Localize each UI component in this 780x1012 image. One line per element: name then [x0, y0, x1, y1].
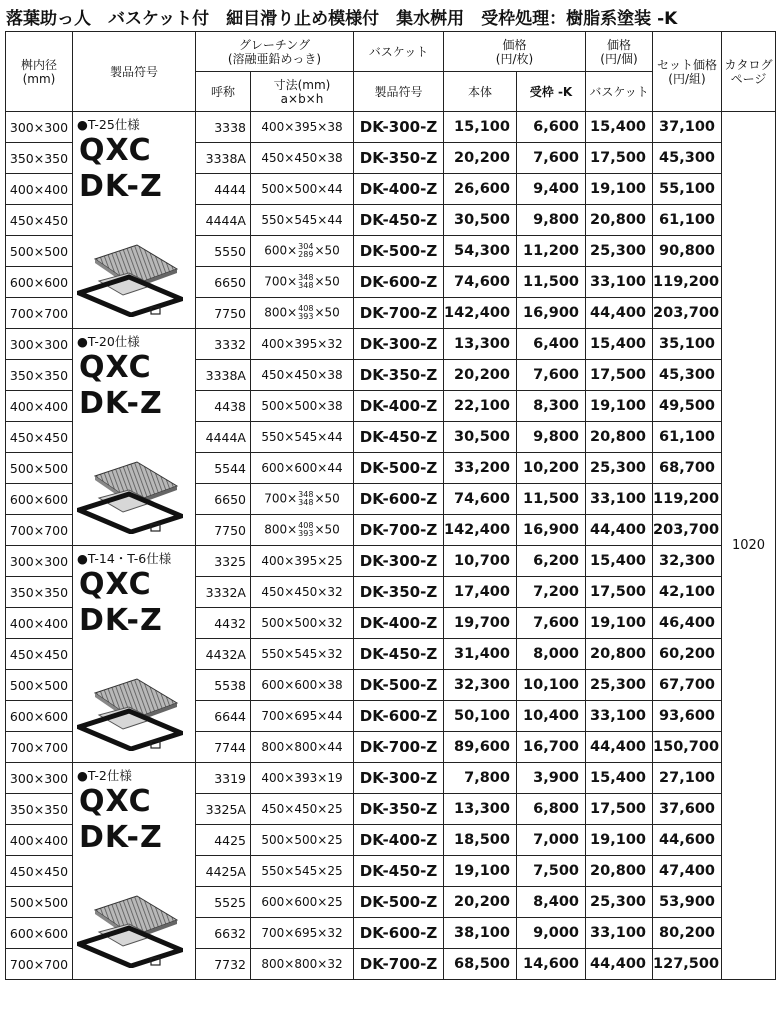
cell-frame-price: 6,600 [517, 112, 586, 143]
cell-body-price: 142,400 [444, 298, 517, 329]
brand-line-1: QXC [79, 567, 152, 602]
cell-body-price: 74,600 [444, 484, 517, 515]
page-title: 落葉助っ人 バスケット付 細目滑り止め模様付 集水桝用 受枠処理：樹脂系塗装 -K [6, 9, 678, 29]
cell-set-price: 45,300 [653, 360, 722, 391]
cell-call-name: 5544 [196, 453, 251, 484]
cell-frame-price: 7,600 [517, 608, 586, 639]
cell-body-price: 30,500 [444, 205, 517, 236]
cell-size: 600×600 [6, 484, 73, 515]
brand-line-1: QXC [79, 784, 152, 819]
cell-set-price: 45,300 [653, 143, 722, 174]
header-catalog: カタログ ページ [722, 32, 776, 112]
cell-call-name: 7750 [196, 298, 251, 329]
cell-basket-code: DK-700-Z [354, 515, 444, 546]
cell-call-name: 3338A [196, 143, 251, 174]
cell-set-price: 67,700 [653, 670, 722, 701]
cell-set-price: 44,600 [653, 825, 722, 856]
cell-call-name: 7732 [196, 949, 251, 980]
header-dimension: 寸法(mm) a×b×h [251, 72, 354, 112]
dim-top: 408 [298, 521, 314, 530]
cell-basket-code: DK-300-Z [354, 112, 444, 143]
cell-size: 400×400 [6, 174, 73, 205]
cell-basket-code: DK-400-Z [354, 174, 444, 205]
cell-body-price: 13,300 [444, 329, 517, 360]
cell-basket-price: 44,400 [586, 732, 653, 763]
dim-prefix: 800× [264, 522, 298, 537]
cell-basket-price: 33,100 [586, 484, 653, 515]
cell-size: 300×300 [6, 112, 73, 143]
cell-size: 700×700 [6, 949, 73, 980]
cell-dimension: 600×600×38 [251, 670, 354, 701]
dim-fraction [298, 274, 313, 290]
cell-basket-code: DK-500-Z [354, 453, 444, 484]
table-row [6, 329, 776, 360]
spec-label: ●T-20仕様 [77, 334, 140, 349]
cell-set-price: 150,700 [653, 732, 722, 763]
cell-size: 300×300 [6, 763, 73, 794]
cell-basket-code: DK-450-Z [354, 205, 444, 236]
cell-call-name: 3319 [196, 763, 251, 794]
cell-body-price: 26,600 [444, 174, 517, 205]
header-price-each: 価格 (円/個) [586, 32, 653, 72]
cell-basket-price: 20,800 [586, 856, 653, 887]
cell-frame-price: 10,100 [517, 670, 586, 701]
dim-top: 348 [298, 490, 314, 499]
cell-set-price: 46,400 [653, 608, 722, 639]
cell-dimension: 600×600×44 [251, 453, 354, 484]
cell-basket-code: DK-350-Z [354, 794, 444, 825]
cell-set-price: 35,100 [653, 329, 722, 360]
cell-call-name: 6650 [196, 267, 251, 298]
cell-basket-price: 19,100 [586, 391, 653, 422]
cell-dimension: 800×800×44 [251, 732, 354, 763]
cell-dimension [251, 236, 354, 267]
cell-size: 450×450 [6, 205, 73, 236]
cell-call-name: 4444A [196, 422, 251, 453]
cell-dimension: 600×600×25 [251, 887, 354, 918]
dim-prefix: 600× [264, 243, 298, 258]
cell-dimension: 450×450×38 [251, 143, 354, 174]
cell-basket-price: 20,800 [586, 639, 653, 670]
cell-basket-code: DK-300-Z [354, 546, 444, 577]
cell-call-name: 6644 [196, 701, 251, 732]
brand-line-1: QXC [79, 133, 152, 168]
cell-set-price: 42,100 [653, 577, 722, 608]
cell-basket-price: 17,500 [586, 794, 653, 825]
cell-size: 400×400 [6, 391, 73, 422]
cell-basket-price: 44,400 [586, 515, 653, 546]
cell-size: 700×700 [6, 298, 73, 329]
cell-basket-price: 44,400 [586, 298, 653, 329]
product-code-cell [73, 329, 196, 546]
brand-line-2: DK-Z [79, 603, 163, 638]
cell-frame-price: 7,500 [517, 856, 586, 887]
cell-frame-price: 3,900 [517, 763, 586, 794]
header-basket-price: バスケット [586, 72, 653, 112]
cell-basket-price: 17,500 [586, 143, 653, 174]
cell-call-name: 4444A [196, 205, 251, 236]
cell-dimension: 550×545×44 [251, 422, 354, 453]
cell-basket-code: DK-600-Z [354, 918, 444, 949]
cell-dimension: 500×500×44 [251, 174, 354, 205]
cell-basket-code: DK-700-Z [354, 732, 444, 763]
cell-frame-price: 11,200 [517, 236, 586, 267]
cell-basket-code: DK-300-Z [354, 329, 444, 360]
cell-call-name: 7744 [196, 732, 251, 763]
cell-body-price: 20,200 [444, 887, 517, 918]
cell-frame-price: 7,000 [517, 825, 586, 856]
spec-label: ●T-2仕様 [77, 768, 132, 783]
cell-frame-price: 9,800 [517, 422, 586, 453]
cell-basket-code: DK-300-Z [354, 763, 444, 794]
cell-basket-price: 20,800 [586, 422, 653, 453]
cell-dimension [251, 515, 354, 546]
cell-basket-price: 19,100 [586, 608, 653, 639]
dim-bottom: 348 [298, 281, 314, 290]
cell-dimension: 500×500×25 [251, 825, 354, 856]
cell-body-price: 32,300 [444, 670, 517, 701]
cell-set-price: 203,700 [653, 515, 722, 546]
dim-fraction [298, 491, 313, 507]
dim-fraction [298, 305, 313, 321]
cell-set-price: 203,700 [653, 298, 722, 329]
cell-body-price: 19,100 [444, 856, 517, 887]
cell-body-price: 142,400 [444, 515, 517, 546]
cell-frame-price: 8,400 [517, 887, 586, 918]
cell-body-price: 17,400 [444, 577, 517, 608]
cell-set-price: 90,800 [653, 236, 722, 267]
cell-basket-price: 44,400 [586, 949, 653, 980]
cell-basket-code: DK-450-Z [354, 422, 444, 453]
cell-body-price: 74,600 [444, 267, 517, 298]
header-basket-code: 製品符号 [354, 72, 444, 112]
cell-body-price: 33,200 [444, 453, 517, 484]
cell-basket-price: 20,800 [586, 205, 653, 236]
header-body: 本体 [444, 72, 517, 112]
dim-suffix: ×50 [314, 305, 340, 320]
grating-product-image [77, 446, 183, 537]
dim-suffix: ×50 [314, 274, 340, 289]
cell-size: 450×450 [6, 422, 73, 453]
cell-set-price: 55,100 [653, 174, 722, 205]
cell-basket-code: DK-450-Z [354, 639, 444, 670]
cell-body-price: 50,100 [444, 701, 517, 732]
cell-basket-code: DK-700-Z [354, 949, 444, 980]
cell-frame-price: 9,400 [517, 174, 586, 205]
cell-size: 400×400 [6, 608, 73, 639]
dim-suffix: ×50 [314, 243, 340, 258]
cell-call-name: 4438 [196, 391, 251, 422]
header-product-code: 製品符号 [73, 32, 196, 112]
dim-suffix: ×50 [314, 491, 340, 506]
dim-prefix: 800× [264, 305, 298, 320]
cell-set-price: 37,100 [653, 112, 722, 143]
cell-frame-price: 6,400 [517, 329, 586, 360]
brand-line-2: DK-Z [79, 386, 163, 421]
cell-call-name: 3338 [196, 112, 251, 143]
cell-size: 500×500 [6, 887, 73, 918]
cell-call-name: 3325 [196, 546, 251, 577]
cell-size: 500×500 [6, 236, 73, 267]
table-body [6, 112, 776, 980]
cell-basket-code: DK-350-Z [354, 360, 444, 391]
cell-frame-price: 6,200 [517, 546, 586, 577]
dim-prefix: 700× [264, 274, 298, 289]
cell-frame-price: 7,600 [517, 143, 586, 174]
cell-body-price: 54,300 [444, 236, 517, 267]
cell-set-price: 119,200 [653, 484, 722, 515]
dim-top: 408 [298, 304, 314, 313]
cell-dimension: 400×393×19 [251, 763, 354, 794]
cell-body-price: 15,100 [444, 112, 517, 143]
cell-dimension: 550×545×32 [251, 639, 354, 670]
table-row [6, 112, 776, 143]
cell-frame-price: 10,400 [517, 701, 586, 732]
cell-dimension: 800×800×32 [251, 949, 354, 980]
cell-dimension: 550×545×44 [251, 205, 354, 236]
cell-call-name: 7750 [196, 515, 251, 546]
cell-frame-price: 16,900 [517, 298, 586, 329]
cell-basket-code: DK-600-Z [354, 267, 444, 298]
cell-basket-code: DK-600-Z [354, 701, 444, 732]
cell-dimension [251, 484, 354, 515]
cell-basket-code: DK-500-Z [354, 236, 444, 267]
cell-basket-price: 19,100 [586, 825, 653, 856]
cell-dimension: 450×450×32 [251, 577, 354, 608]
cell-basket-code: DK-400-Z [354, 608, 444, 639]
header-grating: グレーチング (溶融亜鉛めっき) [196, 32, 354, 72]
cell-size: 450×450 [6, 639, 73, 670]
cell-set-price: 119,200 [653, 267, 722, 298]
cell-size: 700×700 [6, 515, 73, 546]
cell-frame-price: 8,000 [517, 639, 586, 670]
cell-set-price: 93,600 [653, 701, 722, 732]
cell-dimension: 450×450×25 [251, 794, 354, 825]
header-basket: バスケット [354, 32, 444, 72]
dim-top: 304 [298, 242, 314, 251]
cell-frame-price: 14,600 [517, 949, 586, 980]
header-price-per: 価格 (円/枚) [444, 32, 586, 72]
cell-body-price: 20,200 [444, 360, 517, 391]
cell-call-name: 3325A [196, 794, 251, 825]
dim-fraction [298, 522, 313, 538]
cell-basket-code: DK-500-Z [354, 670, 444, 701]
cell-set-price: 61,100 [653, 422, 722, 453]
cell-basket-price: 33,100 [586, 918, 653, 949]
cell-frame-price: 8,300 [517, 391, 586, 422]
brand-line-2: DK-Z [79, 820, 163, 855]
grating-product-image [77, 229, 183, 320]
cell-basket-code: DK-500-Z [354, 887, 444, 918]
cell-basket-price: 15,400 [586, 112, 653, 143]
cell-dimension [251, 298, 354, 329]
cell-call-name: 5525 [196, 887, 251, 918]
cell-call-name: 4444 [196, 174, 251, 205]
cell-frame-price: 7,600 [517, 360, 586, 391]
cell-basket-price: 25,300 [586, 453, 653, 484]
cell-basket-code: DK-400-Z [354, 825, 444, 856]
cell-body-price: 10,700 [444, 546, 517, 577]
cell-frame-price: 16,700 [517, 732, 586, 763]
dim-suffix: ×50 [314, 522, 340, 537]
table-row [6, 546, 776, 577]
dim-bottom: 348 [298, 498, 314, 507]
cell-basket-price: 17,500 [586, 360, 653, 391]
price-table [5, 31, 776, 980]
header-size: 桝内径 (mm) [6, 32, 73, 112]
cell-set-price: 60,200 [653, 639, 722, 670]
cell-body-price: 31,400 [444, 639, 517, 670]
spec-label: ●T-25仕様 [77, 117, 140, 132]
cell-body-price: 30,500 [444, 422, 517, 453]
cell-basket-price: 25,300 [586, 236, 653, 267]
cell-body-price: 20,200 [444, 143, 517, 174]
cell-body-price: 38,100 [444, 918, 517, 949]
cell-basket-code: DK-350-Z [354, 577, 444, 608]
cell-set-price: 49,500 [653, 391, 722, 422]
cell-call-name: 3332 [196, 329, 251, 360]
cell-size: 400×400 [6, 825, 73, 856]
cell-dimension: 700×695×32 [251, 918, 354, 949]
cell-basket-code: DK-450-Z [354, 856, 444, 887]
cell-set-price: 47,400 [653, 856, 722, 887]
brand-line-1: QXC [79, 350, 152, 385]
cell-size: 300×300 [6, 546, 73, 577]
cell-body-price: 7,800 [444, 763, 517, 794]
catalog-page-cell: 1020 [722, 112, 776, 980]
cell-call-name: 4432A [196, 639, 251, 670]
cell-basket-code: DK-700-Z [354, 298, 444, 329]
cell-frame-price: 7,200 [517, 577, 586, 608]
product-code-cell [73, 546, 196, 763]
spec-label: ●T-14・T-6仕様 [77, 551, 172, 566]
cell-dimension: 400×395×38 [251, 112, 354, 143]
cell-call-name: 5550 [196, 236, 251, 267]
cell-call-name: 5538 [196, 670, 251, 701]
cell-set-price: 68,700 [653, 453, 722, 484]
cell-dimension: 550×545×25 [251, 856, 354, 887]
dim-prefix: 700× [264, 491, 298, 506]
cell-frame-price: 11,500 [517, 267, 586, 298]
cell-call-name: 3332A [196, 577, 251, 608]
cell-basket-price: 15,400 [586, 546, 653, 577]
cell-body-price: 89,600 [444, 732, 517, 763]
cell-size: 500×500 [6, 453, 73, 484]
table-row [6, 763, 776, 794]
cell-call-name: 6632 [196, 918, 251, 949]
cell-call-name: 4425A [196, 856, 251, 887]
cell-dimension: 700×695×44 [251, 701, 354, 732]
cell-frame-price: 6,800 [517, 794, 586, 825]
product-code-cell [73, 112, 196, 329]
dim-bottom: 393 [298, 312, 314, 321]
cell-dimension: 400×395×32 [251, 329, 354, 360]
header-call-name: 呼称 [196, 72, 251, 112]
cell-basket-price: 33,100 [586, 267, 653, 298]
cell-body-price: 22,100 [444, 391, 517, 422]
brand-line-2: DK-Z [79, 169, 163, 204]
cell-basket-price: 19,100 [586, 174, 653, 205]
cell-body-price: 13,300 [444, 794, 517, 825]
cell-size: 450×450 [6, 856, 73, 887]
dim-bottom: 289 [298, 250, 314, 259]
cell-basket-code: DK-350-Z [354, 143, 444, 174]
cell-basket-price: 15,400 [586, 763, 653, 794]
header-set-price: セット価格 (円/組) [653, 32, 722, 112]
dim-top: 348 [298, 273, 314, 282]
grating-product-image [77, 880, 183, 971]
cell-dimension: 500×500×38 [251, 391, 354, 422]
cell-basket-price: 17,500 [586, 577, 653, 608]
product-code-cell [73, 763, 196, 980]
cell-size: 500×500 [6, 670, 73, 701]
cell-size: 350×350 [6, 794, 73, 825]
cell-size: 600×600 [6, 918, 73, 949]
dim-bottom: 393 [298, 529, 314, 538]
cell-set-price: 27,100 [653, 763, 722, 794]
cell-body-price: 68,500 [444, 949, 517, 980]
cell-dimension: 500×500×32 [251, 608, 354, 639]
cell-frame-price: 11,500 [517, 484, 586, 515]
cell-call-name: 6650 [196, 484, 251, 515]
cell-set-price: 80,200 [653, 918, 722, 949]
cell-basket-price: 33,100 [586, 701, 653, 732]
cell-size: 600×600 [6, 701, 73, 732]
cell-size: 350×350 [6, 577, 73, 608]
cell-frame-price: 9,000 [517, 918, 586, 949]
cell-set-price: 53,900 [653, 887, 722, 918]
header-frame: 受枠 -K [517, 72, 586, 112]
cell-basket-code: DK-600-Z [354, 484, 444, 515]
dim-fraction [298, 243, 313, 259]
cell-frame-price: 16,900 [517, 515, 586, 546]
cell-basket-price: 15,400 [586, 329, 653, 360]
cell-set-price: 37,600 [653, 794, 722, 825]
cell-size: 350×350 [6, 143, 73, 174]
cell-size: 600×600 [6, 267, 73, 298]
cell-body-price: 19,700 [444, 608, 517, 639]
cell-size: 300×300 [6, 329, 73, 360]
cell-basket-price: 25,300 [586, 670, 653, 701]
cell-call-name: 4425 [196, 825, 251, 856]
cell-set-price: 127,500 [653, 949, 722, 980]
cell-body-price: 18,500 [444, 825, 517, 856]
cell-call-name: 3338A [196, 360, 251, 391]
cell-dimension: 450×450×38 [251, 360, 354, 391]
cell-set-price: 61,100 [653, 205, 722, 236]
cell-basket-price: 25,300 [586, 887, 653, 918]
cell-call-name: 4432 [196, 608, 251, 639]
grating-product-image [77, 663, 183, 754]
cell-basket-code: DK-400-Z [354, 391, 444, 422]
cell-frame-price: 10,200 [517, 453, 586, 484]
cell-set-price: 32,300 [653, 546, 722, 577]
cell-size: 350×350 [6, 360, 73, 391]
cell-frame-price: 9,800 [517, 205, 586, 236]
cell-dimension: 400×395×25 [251, 546, 354, 577]
cell-size: 700×700 [6, 732, 73, 763]
cell-dimension [251, 267, 354, 298]
